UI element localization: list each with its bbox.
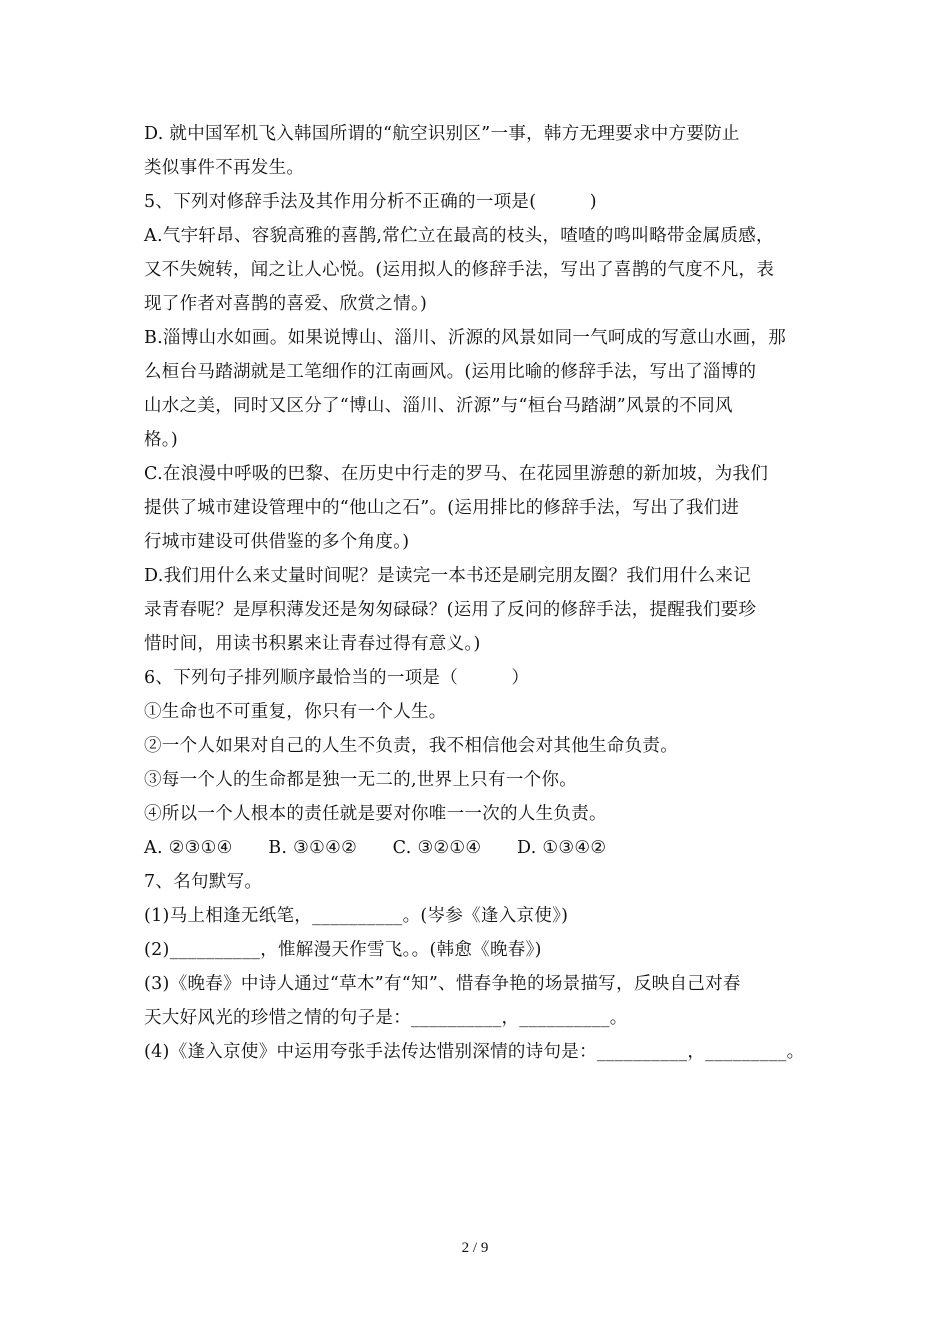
text-line: 行城市建设可供借鉴的多个角度。): [144, 532, 410, 552]
text-line: 么桓台马踏湖就是工笔细作的江南画风。(运用比喻的修辞手法，写出了淄博的: [144, 362, 757, 382]
fill-in-2: (2)__________，惟解漫天作雪飞。。(韩愈《晚春》): [144, 940, 542, 960]
page-number: 2 / 9: [461, 1240, 489, 1256]
fill-in-3: (3)《晚春》中诗人通过“草木”有“知”、惜春争艳的场景描写，反映自己对春: [144, 974, 741, 994]
question-7-stem: 7、名句默写。: [144, 872, 263, 892]
text-line: 又不失婉转，闻之让人心悦。(运用拟人的修辞手法，写出了喜鹊的气度不凡，表: [144, 260, 775, 280]
question-6-stem: 6、下列句子排列顺序最恰当的一项是（ ）: [144, 668, 530, 688]
option-a-line: A.气宇轩昂、容貌高雅的喜鹊,常伫立在最高的枝头，喳喳的鸣叫略带金属质感，: [144, 226, 774, 246]
text-line: 提供了城市建设管理中的“他山之石”。(运用排比的修辞手法，写出了我们进: [144, 498, 740, 518]
option-b-line: B.淄博山水如画。如果说博山、淄川、沂源的风景如同一气呵成的写意山水画，那: [144, 328, 787, 348]
question-5-stem: 5、下列对修辞手法及其作用分析不正确的一项是( ): [144, 192, 597, 212]
question-6-options: A. ②③①④ B. ③①④② C. ③②①④ D. ①③④②: [144, 838, 607, 858]
fill-in-1: (1)马上相逢无纸笔，__________。(岑参《逢入京使》): [144, 906, 569, 926]
sentence-3: ③每一个人的生命都是独一无二的,世界上只有一个你。: [144, 770, 578, 790]
text-line: 类似事件不再发生。: [144, 158, 305, 178]
text-line: 天大好风光的珍惜之情的句子是：__________，__________。: [144, 1008, 628, 1028]
sentence-4: ④所以一个人根本的责任就是要对你唯一一次的人生负责。: [144, 804, 607, 824]
text-line: D. 就中国军机飞入韩国所谓的“航空识别区”一事，韩方无理要求中方要防止: [144, 124, 740, 144]
option-c-line: C.在浪漫中呼吸的巴黎、在历史中行走的罗马、在花园里游憩的新加坡，为我们: [144, 464, 769, 484]
text-line: 现了作者对喜鹊的喜爱、欣赏之情。): [144, 294, 428, 314]
sentence-2: ②一个人如果对自己的人生不负责，我不相信他会对其他生命负责。: [144, 736, 678, 756]
sentence-1: ①生命也不可重复，你只有一个人生。: [144, 702, 447, 722]
text-line: 录青春呢？是厚积薄发还是匆匆碌碌？(运用了反问的修辞手法，提醒我们要珍: [144, 600, 757, 620]
text-line: 格。): [144, 430, 178, 450]
text-line: 惜时间，用读书积累来让青春过得有意义。): [144, 634, 481, 654]
question-body: [144, 117, 824, 1069]
option-d-line: D.我们用什么来丈量时间呢？是读完一本书还是刷完朋友圈？我们用什么来记: [144, 566, 751, 586]
text-line: 山水之美，同时又区分了“博山、淄川、沂源”与“桓台马踏湖”风景的不同风: [144, 396, 733, 416]
fill-in-4: (4)《逢入京使》中运用夸张手法传达惜别深情的诗句是：__________，_________。: [144, 1042, 805, 1062]
